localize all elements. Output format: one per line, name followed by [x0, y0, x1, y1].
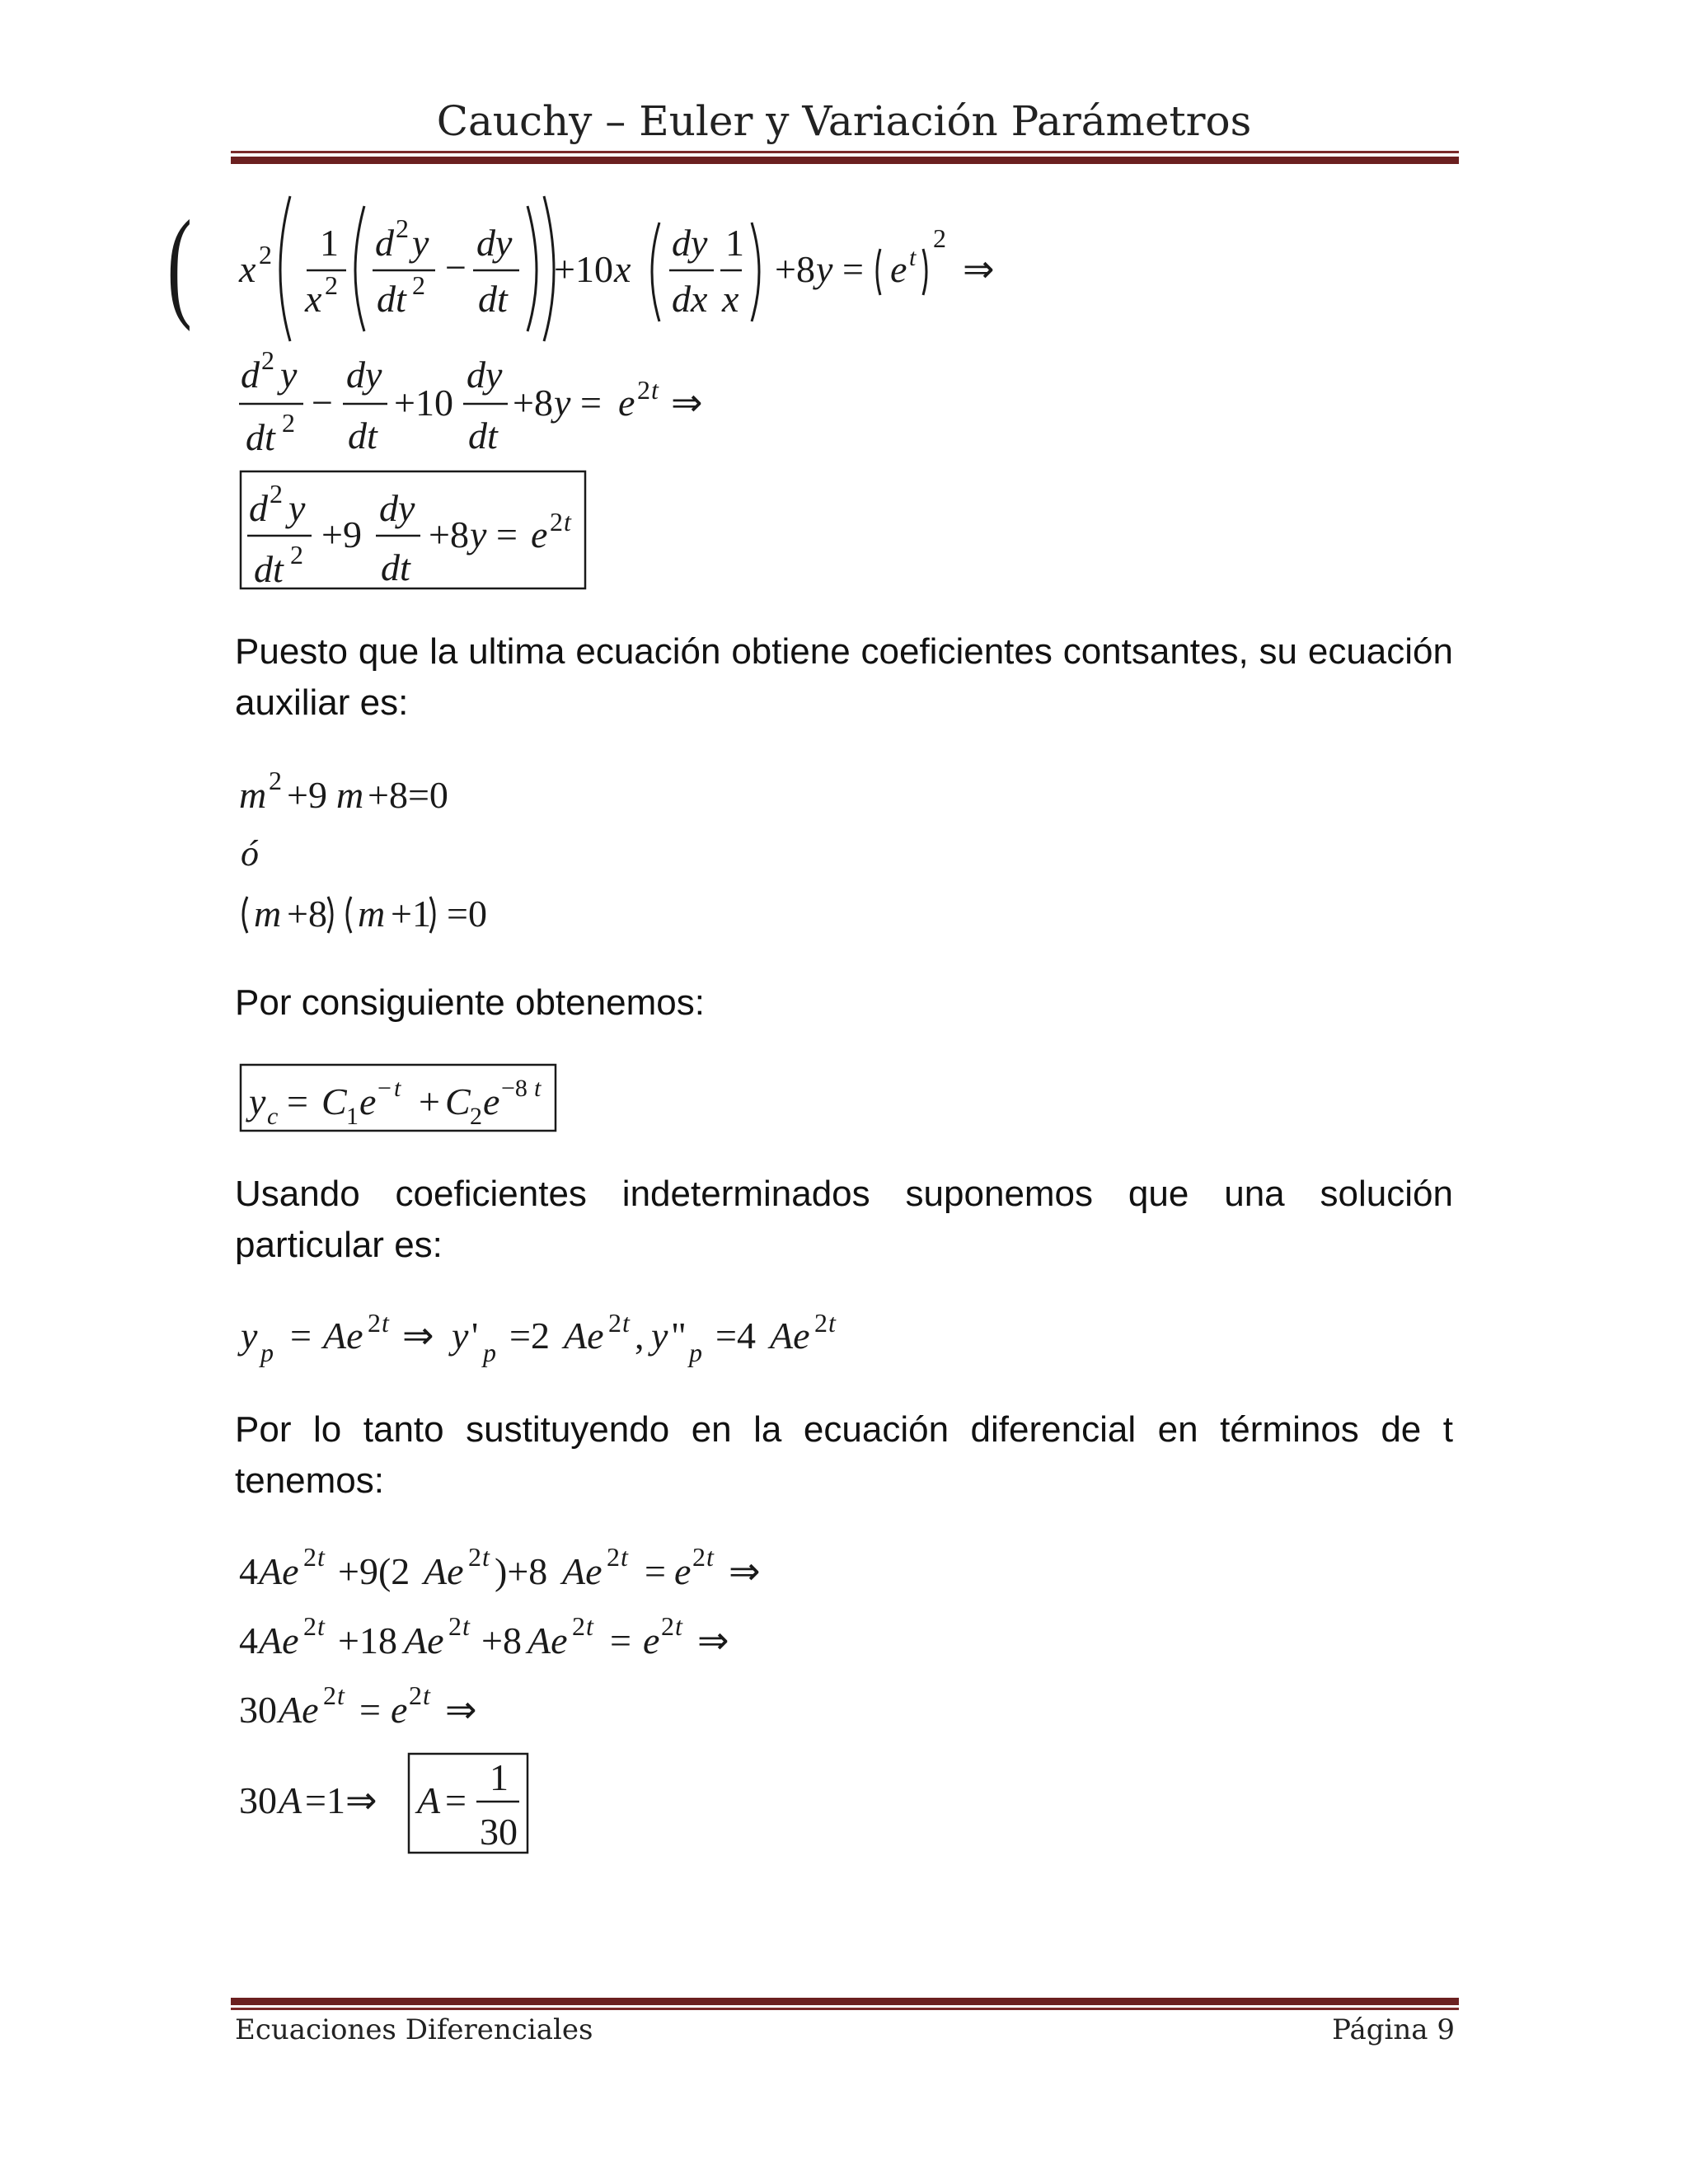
svg-text:y: y — [554, 382, 571, 424]
svg-text:dy: dy — [476, 222, 513, 264]
svg-text:=0: =0 — [447, 893, 487, 935]
svg-text:C: C — [445, 1080, 471, 1122]
svg-text:+9(2: +9(2 — [338, 1550, 410, 1592]
svg-text:t: t — [534, 1075, 542, 1102]
svg-text:+18: +18 — [338, 1619, 397, 1661]
svg-text:t: t — [621, 1542, 628, 1572]
substitution-step-1 — [239, 1542, 761, 1592]
svg-text:2: 2 — [269, 766, 282, 795]
equation-3-boxed — [241, 471, 585, 590]
svg-text:=1⇒: =1⇒ — [305, 1779, 377, 1821]
svg-text:y: y — [249, 1080, 266, 1122]
svg-text:t: t — [382, 1308, 389, 1338]
svg-text:+8: +8 — [775, 248, 815, 290]
svg-text:e: e — [483, 1080, 500, 1122]
svg-text:,: , — [635, 1315, 645, 1357]
svg-text:dy: dy — [467, 354, 503, 396]
svg-text:+9: +9 — [321, 513, 362, 555]
svg-text:p: p — [483, 1338, 496, 1367]
svg-text:+: + — [419, 1080, 440, 1122]
svg-text:t: t — [586, 1611, 593, 1641]
svg-text:=: = — [290, 1315, 312, 1357]
svg-text:m: m — [254, 893, 282, 935]
svg-text:+8=0: +8=0 — [368, 774, 448, 816]
svg-text:+9: +9 — [287, 774, 327, 816]
svg-text:⇒: ⇒ — [671, 382, 703, 424]
svg-text:y: y — [412, 222, 429, 264]
svg-text:1: 1 — [320, 222, 339, 264]
factored-equation — [243, 893, 487, 935]
svg-text:⇒: ⇒ — [729, 1550, 761, 1592]
svg-text:t: t — [622, 1308, 630, 1338]
svg-text:m: m — [358, 893, 386, 935]
svg-text:x: x — [614, 248, 631, 290]
svg-text:Ae: Ae — [404, 1619, 444, 1661]
svg-text:2: 2 — [270, 479, 283, 509]
svg-text:2: 2 — [368, 1308, 381, 1338]
svg-text:Ae: Ae — [528, 1619, 568, 1661]
svg-text:m: m — [336, 774, 364, 816]
svg-text:Ae: Ae — [323, 1315, 363, 1357]
svg-text:d: d — [375, 222, 394, 264]
svg-text:t: t — [482, 1542, 490, 1572]
svg-text:1: 1 — [490, 1756, 509, 1798]
equation-2 — [239, 345, 703, 458]
svg-text:y: y — [288, 487, 306, 529]
svg-text:t: t — [317, 1542, 325, 1572]
svg-text:2: 2 — [550, 507, 563, 537]
svg-text:y: y — [280, 354, 298, 396]
svg-text:1: 1 — [725, 222, 744, 264]
paragraph-auxiliary-intro: Puesto que la ultima ecuación obtiene coeficientes contsantes, su ecuación auxiliar es: — [235, 631, 1453, 723]
svg-text:dt: dt — [377, 278, 406, 320]
svg-text:dt: dt — [381, 546, 410, 588]
svg-text:30: 30 — [239, 1689, 277, 1731]
svg-text:2: 2 — [607, 1542, 620, 1572]
svg-text:d: d — [241, 354, 260, 396]
svg-text:⇒: ⇒ — [697, 1619, 729, 1661]
svg-text:dt: dt — [254, 548, 284, 590]
svg-text:A: A — [279, 1779, 302, 1821]
footer-course-name: Ecuaciones Diferenciales — [235, 2013, 593, 2046]
svg-text:30: 30 — [239, 1779, 277, 1821]
svg-text:e: e — [391, 1689, 408, 1731]
paragraph-substitution: Por lo tanto sustituyendo en la ecuación diferencial en términos de t tenemos: — [235, 1409, 1453, 1501]
svg-text:2: 2 — [290, 540, 303, 569]
svg-text:": " — [671, 1315, 687, 1357]
svg-text:=: = — [287, 1080, 308, 1122]
svg-text:Ae: Ae — [424, 1550, 464, 1592]
svg-text:t: t — [828, 1308, 836, 1338]
svg-text:x: x — [722, 278, 739, 320]
svg-text:y: y — [651, 1315, 668, 1357]
page-header-title: Cauchy – Euler y Variación Parámetros — [436, 97, 1252, 145]
svg-text:e: e — [674, 1550, 692, 1592]
svg-text:+10: +10 — [394, 382, 453, 424]
svg-text:y: y — [470, 513, 487, 555]
footer-rule-thick — [231, 1998, 1459, 2005]
svg-text:t: t — [909, 244, 917, 271]
svg-text:': ' — [471, 1315, 479, 1357]
svg-text:+8: +8 — [513, 382, 553, 424]
svg-text:dt: dt — [478, 278, 508, 320]
svg-text:1: 1 — [346, 1103, 359, 1130]
svg-text:t: t — [651, 375, 659, 405]
substitution-step-4 — [239, 1754, 528, 1853]
svg-text:2: 2 — [468, 1542, 481, 1572]
svg-text:=: = — [580, 382, 602, 424]
or-word — [241, 833, 259, 874]
svg-text:⇒: ⇒ — [963, 248, 995, 290]
svg-text:p: p — [260, 1338, 274, 1367]
svg-text:=2: =2 — [509, 1315, 550, 1357]
equation-1 — [167, 195, 995, 341]
svg-text:+8: +8 — [481, 1619, 522, 1661]
svg-text:=: = — [610, 1619, 631, 1661]
svg-text:e: e — [890, 248, 907, 290]
svg-text:2: 2 — [303, 1611, 316, 1641]
svg-text:d: d — [249, 487, 268, 529]
svg-text:−: − — [377, 1075, 392, 1102]
svg-text:=: = — [359, 1689, 381, 1731]
svg-text:ó: ó — [241, 833, 259, 874]
auxiliary-equation — [239, 766, 448, 816]
svg-text:y: y — [241, 1315, 258, 1357]
svg-text:x: x — [305, 278, 322, 320]
svg-text:−8: −8 — [501, 1075, 528, 1102]
svg-text:p: p — [689, 1338, 702, 1367]
svg-text:2: 2 — [933, 223, 946, 253]
svg-text:dt: dt — [468, 415, 498, 457]
svg-text:A: A — [417, 1779, 441, 1821]
svg-text:2: 2 — [661, 1611, 674, 1641]
svg-text:4: 4 — [239, 1550, 258, 1592]
svg-text:2: 2 — [259, 240, 272, 269]
svg-text:30: 30 — [480, 1811, 518, 1853]
svg-text:=: = — [445, 1779, 467, 1821]
substitution-step-2 — [239, 1611, 729, 1661]
svg-text:=: = — [842, 248, 864, 290]
svg-text:dy: dy — [672, 222, 708, 264]
svg-text:Ae: Ae — [259, 1550, 299, 1592]
svg-text:2: 2 — [572, 1611, 585, 1641]
svg-text:2: 2 — [323, 1680, 336, 1710]
svg-text:dx: dx — [672, 278, 708, 320]
svg-text:e: e — [531, 513, 548, 555]
svg-text:+10: +10 — [554, 248, 613, 290]
svg-text:dt: dt — [348, 415, 377, 457]
svg-text:y: y — [452, 1315, 469, 1357]
svg-text:(: ( — [166, 194, 192, 332]
svg-text:=4: =4 — [715, 1315, 756, 1357]
svg-text:+8: +8 — [429, 513, 469, 555]
svg-text:⇒: ⇒ — [402, 1315, 434, 1357]
complementary-solution-boxed — [241, 1065, 556, 1131]
svg-text:+8: +8 — [287, 893, 327, 935]
svg-text:c: c — [267, 1103, 279, 1130]
svg-text:=: = — [645, 1550, 666, 1592]
svg-text:2: 2 — [448, 1611, 462, 1641]
paragraph-undetermined-coefficients: Usando coeficientes indeterminados suponemos que una solución particular es: — [235, 1174, 1453, 1265]
svg-text:e: e — [359, 1080, 377, 1122]
paragraph-therefore: Por consiguiente obtenemos: — [235, 982, 705, 1023]
svg-text:−: − — [312, 382, 333, 424]
svg-text:2: 2 — [303, 1542, 316, 1572]
svg-text:Ae: Ae — [564, 1315, 604, 1357]
svg-text:2: 2 — [637, 375, 650, 405]
svg-text:t: t — [317, 1611, 325, 1641]
svg-text:dt: dt — [246, 416, 275, 458]
svg-text:x: x — [239, 248, 256, 290]
substitution-step-3 — [239, 1680, 477, 1731]
svg-text:C: C — [321, 1080, 347, 1122]
svg-text:⇒: ⇒ — [445, 1689, 477, 1731]
svg-text:t: t — [337, 1680, 345, 1710]
footer-page-number: Página 9 — [1332, 2013, 1455, 2046]
svg-text:t: t — [675, 1611, 682, 1641]
svg-text:+1: +1 — [391, 893, 431, 935]
particular-solution — [237, 1308, 837, 1367]
svg-text:dy: dy — [346, 354, 382, 396]
svg-text:=: = — [496, 513, 518, 555]
svg-text:)+8: )+8 — [495, 1550, 548, 1592]
svg-text:e: e — [643, 1619, 660, 1661]
svg-text:Ae: Ae — [279, 1689, 319, 1731]
svg-text:m: m — [239, 774, 267, 816]
svg-text:dy: dy — [379, 487, 415, 529]
svg-text:t: t — [564, 507, 571, 537]
footer-rule-thin — [231, 2008, 1459, 2010]
svg-text:2: 2 — [282, 408, 295, 438]
svg-text:Ae: Ae — [259, 1619, 299, 1661]
svg-text:Ae: Ae — [770, 1315, 810, 1357]
svg-text:t: t — [462, 1611, 470, 1641]
svg-text:2: 2 — [608, 1308, 621, 1338]
svg-text:2: 2 — [692, 1542, 706, 1572]
svg-text:−: − — [445, 246, 467, 288]
svg-text:2: 2 — [325, 270, 338, 300]
svg-text:t: t — [423, 1680, 430, 1710]
svg-text:2: 2 — [470, 1103, 482, 1130]
svg-text:2: 2 — [261, 345, 274, 375]
svg-text:2: 2 — [814, 1308, 828, 1338]
svg-text:t: t — [706, 1542, 714, 1572]
svg-text:2: 2 — [396, 213, 409, 243]
svg-text:t: t — [394, 1075, 401, 1102]
svg-text:y: y — [816, 248, 833, 290]
svg-text:4: 4 — [239, 1619, 258, 1661]
svg-text:e: e — [618, 382, 635, 424]
svg-text:Ae: Ae — [562, 1550, 603, 1592]
svg-text:2: 2 — [412, 270, 425, 300]
svg-text:2: 2 — [409, 1680, 422, 1710]
